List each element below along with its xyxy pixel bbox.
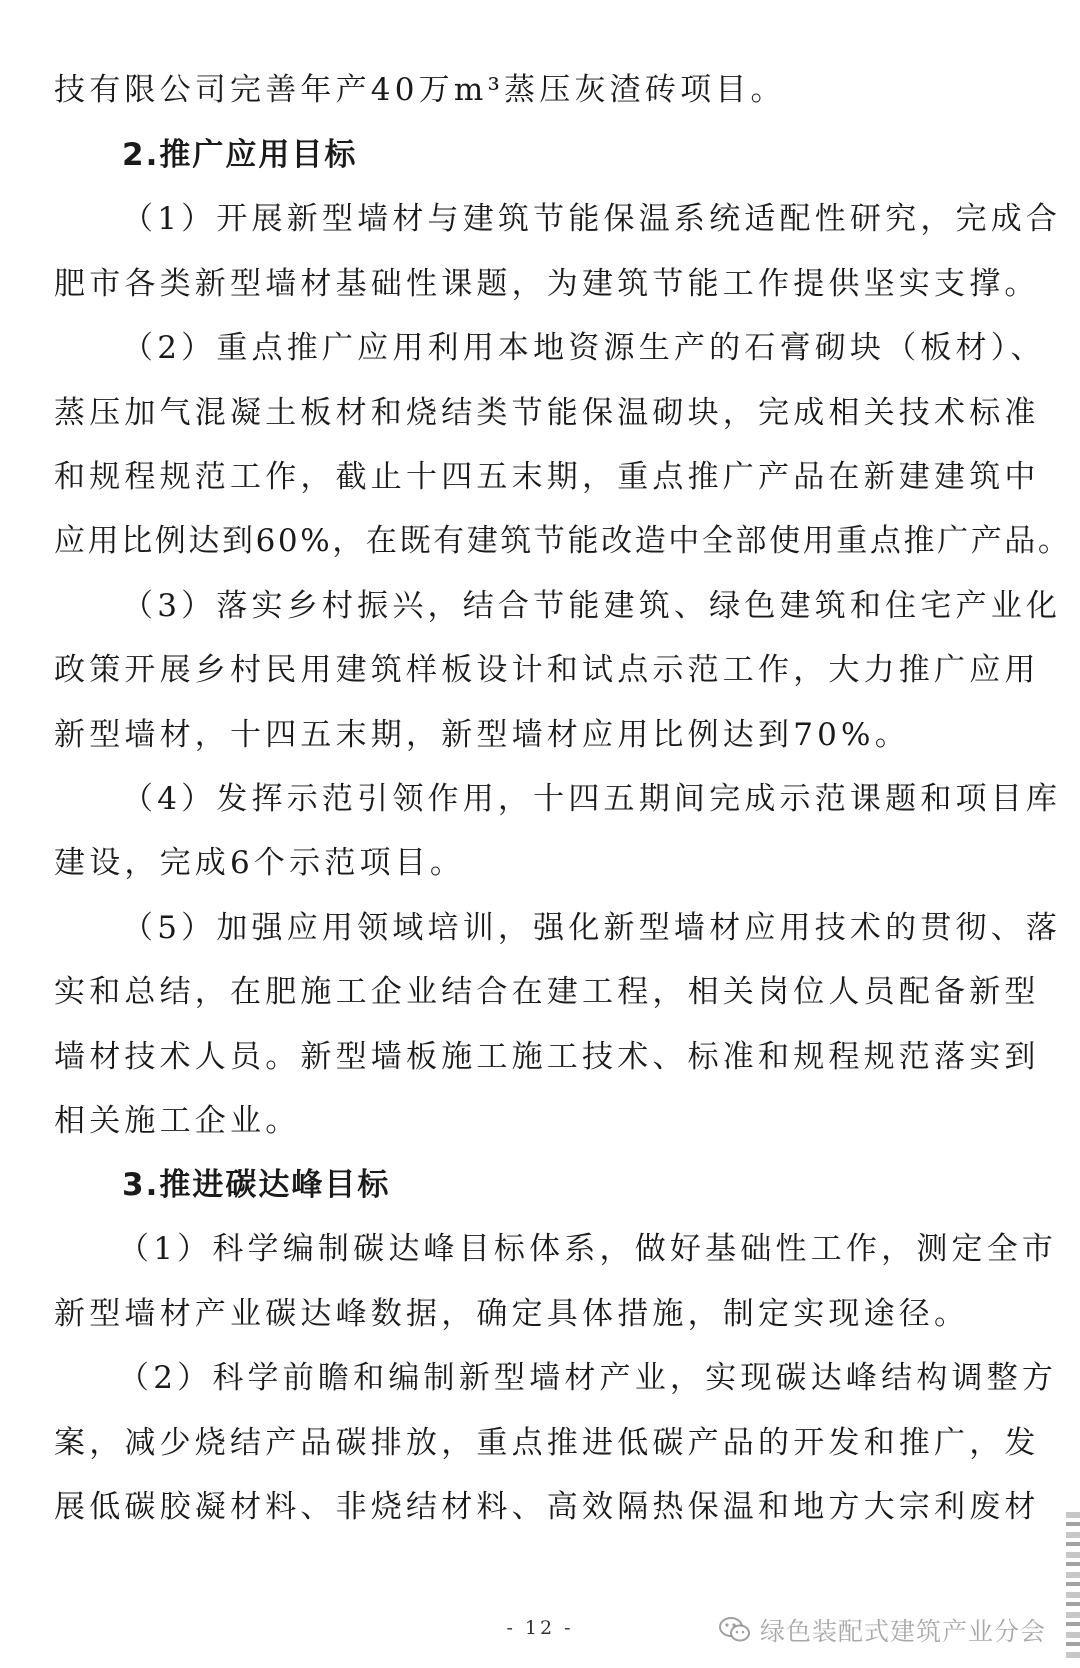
paragraph-line: 和规程规范工作，截止十四五末期，重点推广产品在新建建筑中 (54, 459, 1040, 495)
paragraph-line: （2）重点推广应用利用本地资源生产的石膏砌块（板材）、 (122, 330, 1046, 366)
paragraph-line: 技有限公司完善年产40万m³蒸压灰渣砖项目。 (54, 72, 786, 108)
section-heading: 3.推进碳达峰目标 (122, 1167, 391, 1203)
paragraph-line: 新型墙材产业碳达峰数据，确定具体措施，制定实现途径。 (54, 1296, 970, 1332)
paragraph-line: 展低碳胶凝材料、非烧结材料、高效隔热保温和地方大宗利废材 (54, 1489, 1040, 1525)
paragraph-line: 相关施工企业。 (54, 1103, 301, 1139)
paragraph-line: 肥市各类新型墙材基础性课题，为建筑节能工作提供坚实支撑。 (54, 266, 1040, 302)
paragraph-line: （2）科学前瞻和编制新型墙材产业，实现碳达峰结构调整方 (118, 1360, 1058, 1396)
paragraph-line: 政策开展乡村民用建筑样板设计和试点示范工作，大力推广应用 (54, 652, 1040, 688)
paragraph-line: （3）落实乡村振兴，结合节能建筑、绿色建筑和住宅产业化 (122, 588, 1062, 624)
page-number: - 12 - (506, 1617, 574, 1639)
watermark-text: 绿色装配式建筑产业分会 (760, 1617, 1047, 1646)
paragraph-line: 建设，完成6个示范项目。 (54, 845, 466, 881)
paragraph-line: 墙材技术人员。新型墙板施工施工技术、标准和规程规范落实到 (54, 1039, 1040, 1075)
paragraph-line: （1）科学编制碳达峰目标体系，做好基础性工作，测定全市 (118, 1231, 1058, 1267)
watermark (718, 1612, 1046, 1648)
paragraph-line: 案，减少烧结产品碳排放，重点推进低碳产品的开发和推广，发 (54, 1425, 1040, 1461)
paragraph-line: （1）开展新型墙材与建筑节能保温系统适配性研究，完成合 (122, 201, 1062, 237)
wechat-icon (718, 1615, 752, 1645)
section-heading: 2.推广应用目标 (122, 137, 358, 173)
paragraph-line: （4）发挥示范引领作用，十四五期间完成示范课题和项目库 (122, 781, 1062, 817)
paragraph-line: 实和总结，在肥施工企业结合在建工程，相关岗位人员配备新型 (54, 974, 1040, 1010)
paragraph-line: （5）加强应用领域培训，强化新型墙材应用技术的贯彻、落 (122, 910, 1062, 946)
edge-qr-code-fragment (1066, 1512, 1080, 1662)
paragraph-line: 应用比例达到60%，在既有建筑节能改造中全部使用重点推广产品。 (54, 523, 1072, 559)
paragraph-line: 蒸压加气混凝土板材和烧结类节能保温砌块，完成相关技术标准 (54, 395, 1040, 431)
paragraph-line: 新型墙材，十四五末期，新型墙材应用比例达到70%。 (54, 717, 910, 753)
